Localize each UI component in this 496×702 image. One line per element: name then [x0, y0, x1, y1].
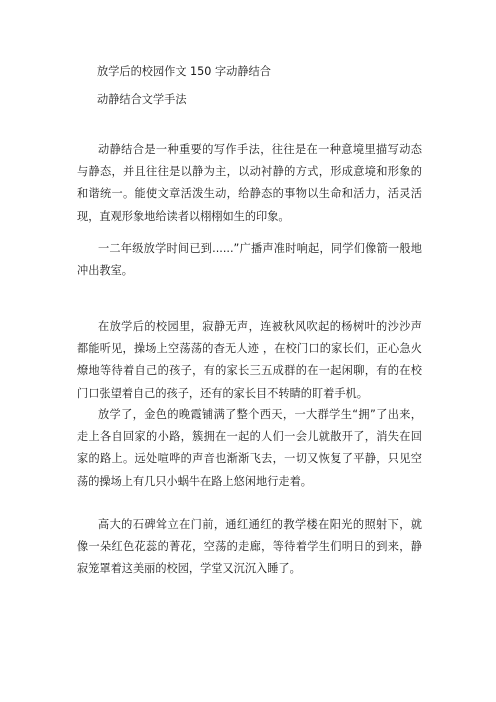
- paragraph-3: 在放学后的校园里，寂静无声，连被秋风吹起的杨树叶的沙沙声都能听见，操场上空荡荡的杳无人迹 ，在校门口的家长们，正心急火燎地等待着自己的孩子，有的家长三五成群的在一起闲聊，有的在校门口张望着自己的孩子，还有的家长目不转睛的盯着手机。: [77, 320, 422, 400]
- paragraph-1: 动静结合是一种重要的写作手法，往往是在一种意境里描写动态与静态，并且往往是以静为主，以动衬静的方式，形成意境和形象的和谐统一。能使文章活泼生动，给静态的事物以生命和活力，活灵活现，直观形象地给读者以栩栩如生的印象。: [77, 143, 422, 223]
- document-subtitle: 动静结合文学手法: [97, 93, 187, 106]
- paragraph-2: 一二年级放学时间已到......”广播声准时响起，同学们像箭一般地冲出教室。: [77, 242, 422, 278]
- paragraph-5: 高大的石碑耸立在门前，通红通红的教学楼在阳光的照射下，就像一朵红色花蕊的菁花，空荡的走廊，等待着学生们明日的到来，静寂笼罩着这美丽的校园，学堂又沉沉入睡了。: [77, 518, 422, 576]
- paragraph-4: 放学了，金色的晚霞铺满了整个西天，一大群学生“拥”了出来，走上各自回家的小路，簇拥在一起的人们一会儿就散开了，消失在回家的路上。远处喧哗的声音也渐渐飞去，一切又恢复了平静，只见空荡的操场上有几只小蜗牛在路上悠闲地行走着。: [77, 408, 422, 488]
- document-title: 放学后的校园作文 150 字动静结合: [97, 65, 271, 78]
